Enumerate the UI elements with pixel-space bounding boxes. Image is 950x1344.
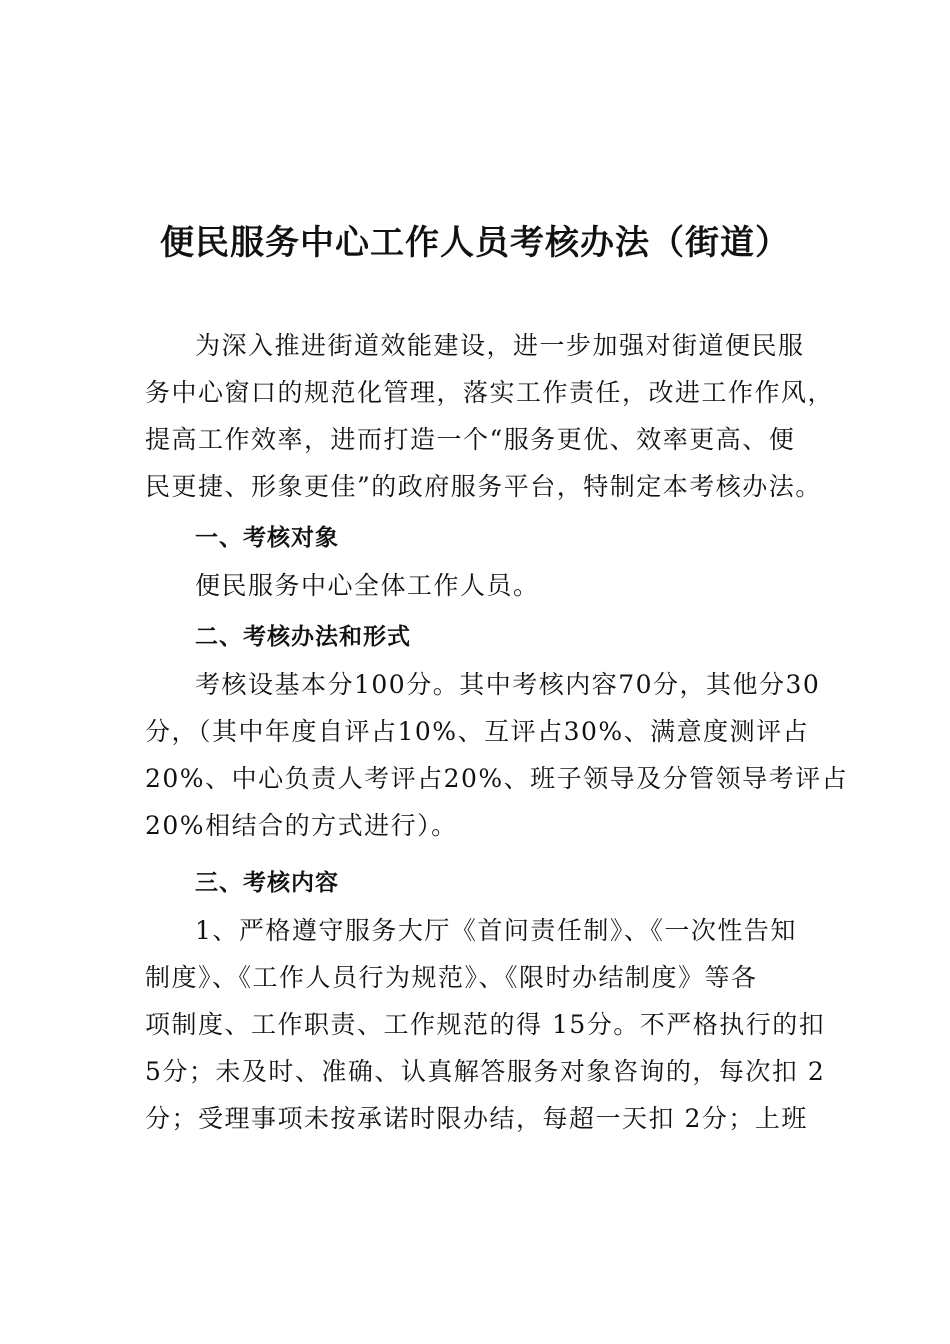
section3-line: 1、严格遵守服务大厅《首问责任制》、《一次性告知 [195,916,797,945]
section-heading-1: 一、考核对象 [195,525,339,551]
section3-line: 分；受理事项未按承诺时限办结，每超一天扣 2分；上班 [145,1104,808,1133]
intro-line: 务中心窗口的规范化管理，落实工作责任，改进工作作风， [145,378,835,407]
section2-line: 20%、中心负责人考评占20%、班子领导及分管领导考评占 [145,764,849,793]
document-title: 便民服务中心工作人员考核办法（街道） [160,223,790,263]
intro-line: 民更捷、形象更佳”的政府服务平台，特制定本考核办法。 [145,472,822,501]
section2-line: 分，（其中年度自评占10%、互评占30%、满意度测评占 [145,717,810,746]
section2-line: 20%相结合的方式进行）。 [145,811,458,840]
section1-line: 便民服务中心全体工作人员。 [195,571,540,600]
section2-line: 考核设基本分100分。其中考核内容70分，其他分30 [195,670,821,699]
section-heading-2: 二、考核办法和形式 [195,624,411,650]
section-heading-3: 三、考核内容 [195,870,339,896]
section3-line: 项制度、工作职责、工作规范的得 15分。不严格执行的扣 [145,1010,826,1039]
section3-line: 制度》、《工作人员行为规范》、《限时办结制度》等各 [145,963,758,992]
intro-line: 为深入推进街道效能建设，进一步加强对街道便民服 [195,331,805,360]
intro-line: 提高工作效率，进而打造一个“服务更优、效率更高、便 [145,425,796,454]
section3-line: 5分；未及时、准确、认真解答服务对象咨询的，每次扣 2 [145,1057,826,1086]
document-body [145,322,849,1142]
